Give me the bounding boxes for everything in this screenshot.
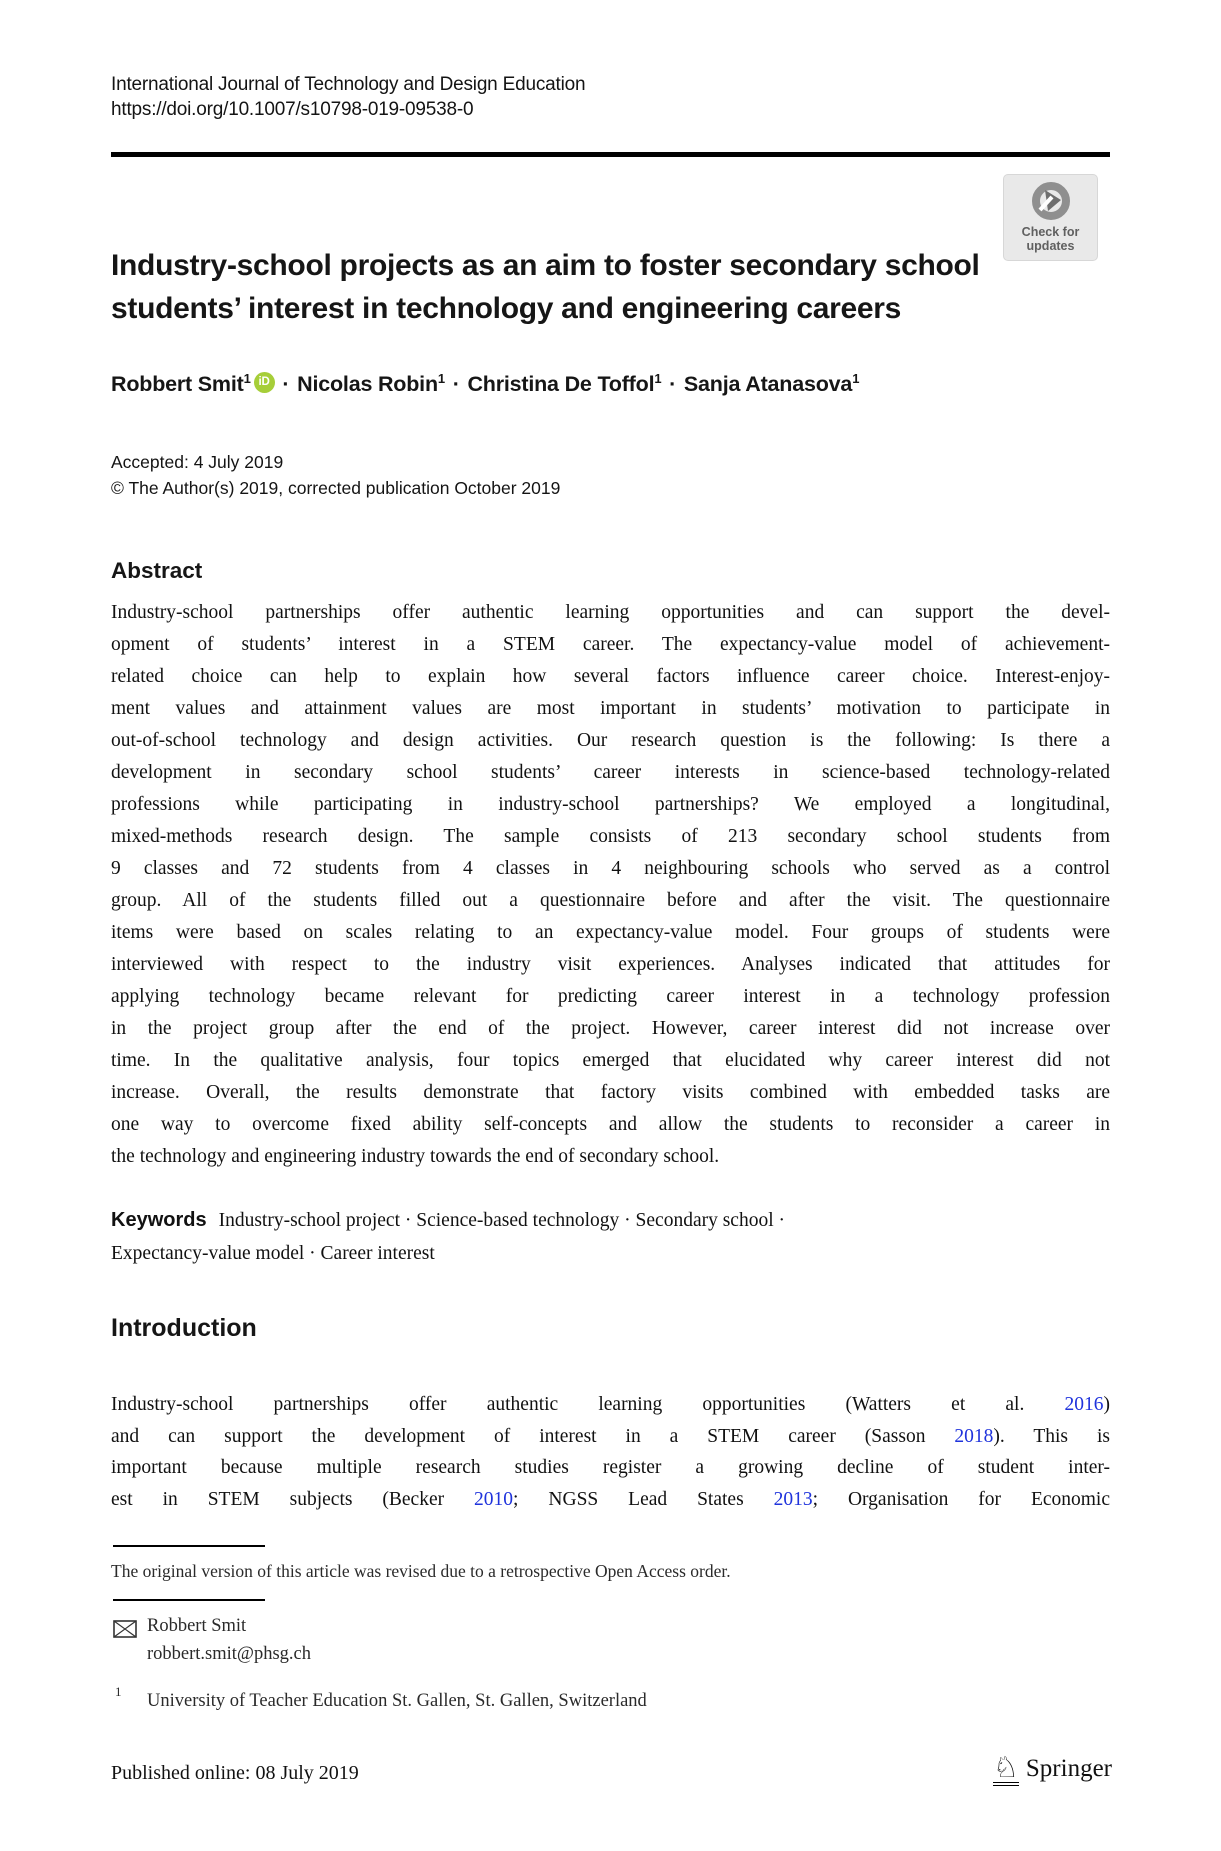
article-title-line2: students’ interest in technology and engineering careers xyxy=(111,292,902,325)
author-affiliation-sup: 1 xyxy=(654,370,662,386)
text-line: interviewed with respect to the industry visit experiences. Analyses indicated that attitudes for xyxy=(111,954,1110,975)
author-line xyxy=(111,372,1110,397)
header-rule xyxy=(111,152,1110,157)
keywords-line1 xyxy=(111,1204,1110,1237)
text-segment: ; Organisation for Economic xyxy=(812,1488,1110,1510)
author-name: Sanja Atanasova xyxy=(683,372,853,396)
abstract-text xyxy=(111,597,1110,1173)
text-line xyxy=(111,1421,1110,1453)
text-segment: ). This is xyxy=(993,1425,1110,1447)
published-online-date: Published online: 08 July 2019 xyxy=(111,1762,359,1784)
copyright-line: © The Author(s) 2019, corrected publication October 2019 xyxy=(111,478,561,498)
citation-link[interactable]: 2013 xyxy=(773,1488,813,1510)
keywords-text1: Industry-school project · Science-based technology · Secondary school · xyxy=(218,1210,785,1231)
text-line xyxy=(111,1389,1110,1421)
author-affiliation-sup: 1 xyxy=(852,370,860,386)
text-line: applying technology became relevant for predicting career interest in a technology profession xyxy=(111,986,1110,1007)
corresponding-author-email[interactable]: robbert.smit@phsg.ch xyxy=(147,1644,311,1664)
springer-wordmark: Springer xyxy=(1025,1755,1112,1782)
author-separator: · xyxy=(276,372,296,396)
author-name: Christina De Toffol xyxy=(467,372,655,396)
author-separator: · xyxy=(446,372,466,396)
text-line: mixed-methods research design. The sample consists of 213 secondary school students from xyxy=(111,826,1110,847)
citation-link[interactable]: 2016 xyxy=(1064,1394,1104,1415)
affiliation-text: University of Teacher Education St. Gallen, St. Gallen, Switzerland xyxy=(147,1691,647,1711)
text-line: increase. Overall, the results demonstrate that factory visits combined with embedded tasks are xyxy=(111,1082,1110,1103)
text-line xyxy=(111,1452,1110,1484)
text-line: ment values and attainment values are most important in students’ motivation to participate in xyxy=(111,698,1110,719)
springer-horse-icon: ♘ xyxy=(992,1750,1019,1784)
doi-link[interactable]: https://doi.org/10.1007/s10798-019-09538-0 xyxy=(111,99,474,120)
text-segment: ; NGSS Lead States xyxy=(513,1488,774,1510)
text-segment: Industry-school partnerships offer authentic learning opportunities (Watters et al. xyxy=(111,1394,1065,1415)
text-line: out-of-school technology and design activities. Our research question is the following: Is there a xyxy=(111,730,1110,751)
affiliation-superscript: 1 xyxy=(115,1684,122,1699)
text-line: professions while participating in industry-school partnerships? We employed a longitudinal, xyxy=(111,794,1110,815)
corresponding-author-name: Robbert Smit xyxy=(147,1616,247,1636)
text-line: group. All of the students filled out a questionnaire before and after the visit. The questionnaire xyxy=(111,890,1110,911)
author-name: Nicolas Robin xyxy=(297,372,438,396)
text-line: 9 classes and 72 students from 4 classes in 4 neighbouring schools who served as a control xyxy=(111,858,1110,879)
journal-name: International Journal of Technology and Design Education xyxy=(111,74,586,95)
text-line xyxy=(111,1484,1110,1516)
author-affiliation-sup: 1 xyxy=(243,370,251,386)
abstract-heading: Abstract xyxy=(111,558,203,583)
text-line: development in secondary school students’ career interests in science-based technology-related xyxy=(111,762,1110,783)
keywords-line2: Expectancy-value model · Career interest xyxy=(111,1243,435,1264)
text-line: time. In the qualitative analysis, four topics emerged that elucidated why career interest did not xyxy=(111,1050,1110,1071)
introduction-text xyxy=(111,1389,1110,1515)
check-for-updates-label: Check for updates xyxy=(1021,225,1080,253)
author-affiliation-sup: 1 xyxy=(437,370,445,386)
text-line: Industry-school partnerships offer authentic learning opportunities and can support the devel- xyxy=(111,602,1110,623)
text-line: the technology and engineering industry towards the end of secondary school. xyxy=(111,1146,720,1167)
text-line: opment of students’ interest in a STEM career. The expectancy-value model of achievement- xyxy=(111,634,1110,655)
citation-link[interactable]: 2010 xyxy=(474,1488,514,1510)
keywords-label: Keywords xyxy=(111,1209,207,1231)
text-segment: important because multiple research studies register a growing decline of student inter- xyxy=(111,1457,1110,1478)
accepted-date: Accepted: 4 July 2019 xyxy=(111,452,284,472)
springer-logo xyxy=(993,1752,1112,1786)
author-separator: · xyxy=(663,372,682,396)
author-name: Robbert Smit xyxy=(111,372,244,396)
text-line: related choice can help to explain how several factors influence career choice. Interest-enjoy- xyxy=(111,666,1110,687)
text-segment: est in STEM subjects (Becker xyxy=(111,1488,475,1510)
check-for-updates-icon xyxy=(1028,180,1074,224)
text-line: in the project group after the end of the project. However, career interest did not increase over xyxy=(111,1018,1110,1039)
envelope-icon xyxy=(113,1620,137,1643)
article-title-line1: Industry-school projects as an aim to foster secondary school xyxy=(111,249,980,282)
text-line: one way to overcome fixed ability self-concepts and allow the students to reconsider a career in xyxy=(111,1114,1110,1135)
text-segment: and can support the development of interest in a STEM career (Sasson xyxy=(111,1425,955,1447)
orcid-icon[interactable]: iD xyxy=(254,372,275,393)
footnote-rule-top xyxy=(113,1545,265,1547)
article-title xyxy=(111,244,1151,330)
keywords-block xyxy=(111,1204,1110,1270)
introduction-heading: Introduction xyxy=(111,1314,257,1342)
citation-link[interactable]: 2018 xyxy=(954,1425,994,1447)
footnote-rule-bottom xyxy=(113,1599,265,1601)
erratum-note: The original version of this article was revised due to a retrospective Open Access order. xyxy=(111,1561,731,1581)
text-segment: ) xyxy=(1103,1394,1110,1415)
text-line: items were based on scales relating to an expectancy-value model. Four groups of students were xyxy=(111,922,1110,943)
